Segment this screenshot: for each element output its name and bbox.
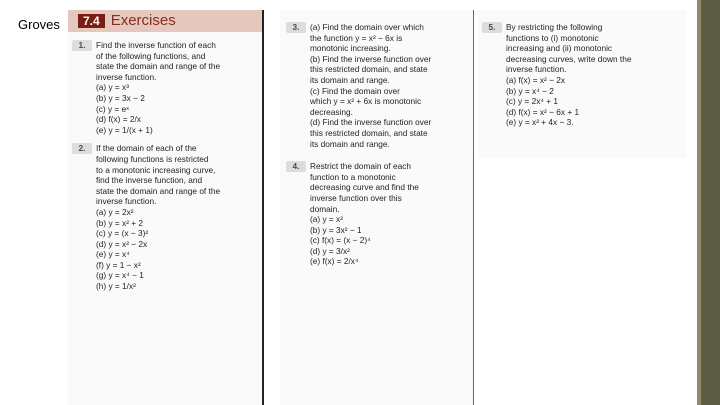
question-part: (c) y = eˣ	[96, 103, 129, 114]
question-text-line: its domain and range.	[310, 138, 390, 149]
question-text-line: (a) Find the domain over which	[310, 22, 424, 32]
question-part: (c) y = (x − 3)²	[96, 228, 149, 239]
question-part: (e) y = x⁴	[96, 249, 130, 260]
question	[72, 143, 256, 291]
scan-column-3	[478, 10, 686, 158]
question-text-line: inverse function.	[96, 71, 157, 82]
question-part: (c) y = 2x⁴ + 1	[506, 96, 558, 107]
question-part: (d) f(x) = x² − 6x + 1	[506, 106, 580, 117]
question-number: 3.	[286, 22, 306, 33]
question-text-line: (b) Find the inverse function over	[310, 53, 432, 64]
question-part: (a) y = x³	[96, 82, 129, 93]
question	[286, 161, 467, 267]
question-part: (f) y = 1 − x²	[96, 259, 141, 270]
exercise-header	[68, 10, 262, 32]
scan-column-1	[68, 10, 264, 405]
scan-column-2	[280, 10, 474, 405]
question-part: (a) f(x) = x² − 2x	[506, 74, 566, 85]
question-text-line: function to a monotonic	[310, 171, 396, 182]
question-text-line: this restricted domain, and state	[310, 64, 428, 75]
question-text-line: find the inverse function, and	[96, 175, 203, 186]
question-body	[96, 40, 256, 135]
question-number: 1.	[72, 40, 92, 51]
question-part: (e) y = x² + 4x − 3.	[506, 117, 574, 128]
question-number: 5.	[482, 22, 502, 33]
question-text-line: (d) Find the inverse function over	[310, 117, 432, 128]
question-text-line: its domain and range.	[310, 74, 390, 85]
question-text-line: Find the inverse function of each	[96, 40, 216, 50]
question-text-line: monotonic increasing.	[310, 43, 391, 54]
right-decor-accent	[697, 0, 701, 405]
question-body	[310, 161, 467, 267]
question-text-line: decreasing curve and find the	[310, 182, 419, 193]
question-text-line: state the domain and range of the	[96, 185, 221, 196]
author-label: Groves	[18, 17, 60, 32]
question-part: (d) y = x² − 2x	[96, 238, 148, 249]
question-text-line: (c) Find the domain over	[310, 85, 400, 96]
question-part: (e) y = 1/(x + 1)	[96, 124, 153, 135]
question-part: (a) y = x²	[310, 214, 343, 225]
question-part: (d) y = 3/x²	[310, 245, 350, 256]
question-number: 2.	[72, 143, 92, 154]
question-text-line: decreasing.	[310, 106, 353, 117]
question	[72, 40, 256, 135]
question-text-line: of the following functions, and	[96, 50, 206, 61]
section-title: Exercises	[110, 11, 176, 29]
question-text-line: inverse function over this	[310, 192, 402, 203]
question-text-line: this restricted domain, and state	[310, 127, 428, 138]
question-text-line: state the domain and range of the	[96, 61, 221, 72]
question-text-line: following functions is restricted	[96, 153, 209, 164]
question-part: (a) y = 2x²	[96, 206, 134, 217]
question-text-line: Restrict the domain of each	[310, 161, 411, 172]
column-3-questions	[478, 10, 686, 128]
question-text-line: inverse function.	[506, 64, 567, 75]
question	[286, 22, 467, 149]
question-part: (b) y = 3x² − 1	[310, 224, 362, 235]
question-part: (b) y = 3x − 2	[96, 92, 145, 103]
question-part: (h) y = 1/x²	[96, 281, 136, 292]
question-part: (e) f(x) = 2/x⁴	[310, 256, 359, 267]
section-number: 7.4	[78, 14, 105, 29]
question-text-line: the function y = x² − 6x is	[310, 32, 403, 43]
question-number: 4.	[286, 161, 306, 172]
question-part: (g) y = x⁴ − 1	[96, 270, 144, 281]
question-text-line: If the domain of each of the	[96, 143, 197, 154]
question-text-line: functions to (i) monotonic	[506, 32, 599, 43]
question-body	[310, 22, 467, 149]
question-text-line: domain.	[310, 203, 340, 214]
question-text-line: which y = x² + 6x is monotonic	[310, 96, 422, 107]
question-part: (b) y = x⁴ − 2	[506, 85, 554, 96]
question-part: (d) f(x) = 2/x	[96, 114, 141, 125]
question-body	[96, 143, 256, 291]
question-text-line: to a monotonic increasing curve,	[96, 164, 216, 175]
column-2-questions	[280, 10, 473, 267]
question-text-line: By restricting the following	[506, 22, 603, 32]
right-decor-bar	[697, 0, 720, 405]
question-text-line: decreasing curves, write down the	[506, 53, 632, 64]
question-part: (b) y = x² + 2	[96, 217, 144, 228]
question	[482, 22, 680, 128]
question-text-line: increasing and (ii) monotonic	[506, 43, 613, 54]
question-text-line: inverse function.	[96, 196, 157, 207]
question-body	[506, 22, 680, 128]
column-1-questions	[68, 32, 262, 292]
question-part: (c) f(x) = (x − 2)⁴	[310, 235, 371, 246]
